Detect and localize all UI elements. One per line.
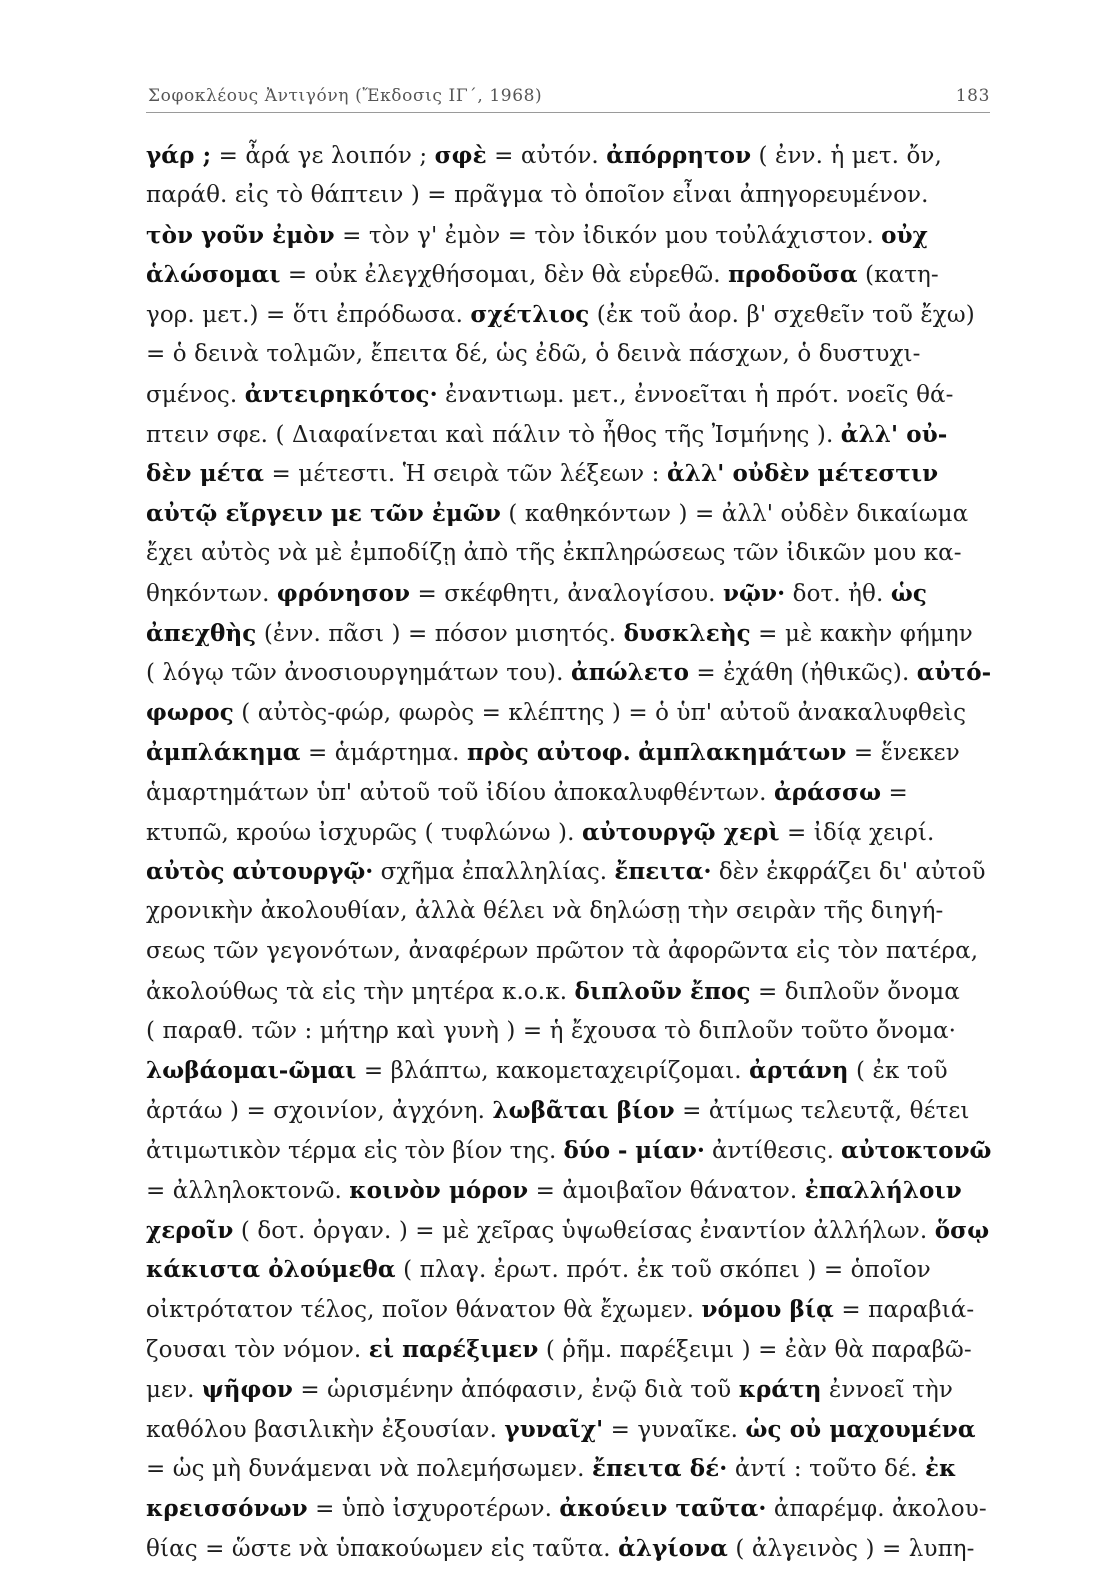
lemma: κάκιστα ὀλούμεθα [146,1256,396,1284]
lemma: ἀπώλετο [570,659,690,687]
text-line [146,813,991,853]
lemma: σφὲ [434,142,487,169]
gloss: ἔχει αὐτὸς νὰ μὲ ἐμποδίζῃ ἀπὸ τῆς ἐκπληρώσεως τῶν ἰδικῶν μου κα- [146,539,962,566]
gloss: = [881,779,908,806]
lemma: αὐτό- [916,659,992,687]
gloss: ἐναντιωμ. μετ., ἐννοεῖται ἡ πρότ. νοεῖς θά- [437,381,954,408]
lemma: ἐπαλλήλοιν [804,1176,962,1204]
text-line [146,1250,991,1290]
gloss: ἀντίθεσις. [704,1137,842,1164]
lemma: γυναῖχ' [504,1415,604,1443]
lemma: αὐτὸς αὐτουργῷ· [146,858,374,886]
gloss: σχῆμα ἐπαλληλίας. [373,859,615,886]
gloss: ( ἐκ τοῦ [848,1058,948,1085]
gloss: χρονικὴν ἀκολουθίαν, ἀλλὰ θέλει νὰ δηλώσῃ τὴν σειρὰν τῆς διηγή- [146,898,944,925]
lemma: κοινὸν μόρον [349,1176,529,1204]
lemma: ἀράσσω [773,778,882,806]
lemma: δὲν μέτα [146,460,265,488]
lemma: ψῆφον [201,1375,293,1403]
lemma: ἀμπλακημάτων [638,738,847,766]
gloss: ἀρτάω ) = σχοινίον, ἀγχόνη. [146,1098,493,1125]
gloss: (ἐκ τοῦ ἀορ. β' σχεθεῖν τοῦ ἔχω) [589,302,975,329]
gloss: = ὁ δεινὰ τολμῶν, ἔπειτα δέ, ὡς ἐδῶ, ὁ δεινὰ πάσχων, ὁ δυστυχι- [146,340,921,367]
gloss: = μέτεστι. Ἡ σειρὰ τῶν λέξεων : [264,461,667,488]
text-line [146,773,991,813]
lemma: εἰ παρέξιμεν [368,1335,539,1363]
lemma: ἔπειτα δέ· [591,1455,728,1483]
lemma: σχέτλιος [470,301,590,329]
text-line [146,176,991,216]
lemma: αὐτῷ εἴργειν με τῶν ἐμῶν [146,500,501,528]
lemma: προδοῦσα [728,261,858,289]
lemma: φρόνησον [276,579,411,607]
text-line [146,335,991,375]
page-number: 183 [955,86,990,106]
lemma: ἀλλ' οὐ- [840,420,948,448]
gloss: ἀντί : τοῦτο δέ. [727,1456,925,1483]
text-line [146,415,991,455]
gloss: πτειν σφε. ( Διαφαίνεται καὶ πάλιν τὸ ἦθος τῆς Ἰσμήνης ). [146,421,841,448]
lemma: ἀπεχθὴς [146,619,257,647]
text-line [146,932,991,972]
gloss: ζουσαι τὸν νόμον. [146,1336,369,1363]
text-line [146,1529,991,1569]
gloss: ἀπαρέμφ. ἀκολου- [766,1496,987,1523]
text-line [146,1410,991,1450]
lemma: ἔπειτα· [614,858,712,886]
text-line [146,454,991,494]
gloss: = ὡς μὴ δυνάμεναι νὰ πολεμήσωμεν. [146,1456,592,1483]
gloss: ( πλαγ. ἐρωτ. πρότ. ἐκ τοῦ σκόπει ) = ὁποῖον [395,1257,931,1284]
gloss: = βλάπτω, κακομεταχειρίζομαι. [356,1058,750,1085]
text-line [146,1012,991,1052]
gloss: ἁμαρτημάτων ὑπ' αὐτοῦ τοῦ ἰδίου ἀποκαλυφθέντων. [146,779,774,806]
lemma: οὐχ [881,221,928,249]
lemma: διπλοῦν ἔπος [574,977,751,1005]
gloss: = ὑπὸ ἰσχυροτέρων. [307,1496,560,1523]
lemma: ἀμπλάκημα [146,738,301,766]
lemma: φωρος [146,699,234,727]
lemma: πρὸς αὐτοφ. [466,738,631,766]
gloss: ἐννοεῖ τὴν [821,1376,953,1403]
text-line [146,574,991,614]
text-line [146,852,991,892]
text-line [146,693,991,733]
text-line [146,295,991,335]
lemma: κράτη [738,1375,822,1403]
lemma: ἀντειρηκότος· [244,380,438,408]
gloss: (κατη- [857,262,939,289]
running-head [146,78,990,113]
text-line [146,1489,991,1529]
gloss: ἀτιμωτικὸν τέρμα εἰς τὸν βίον της. [146,1137,564,1164]
gloss: = μὲ κακὴν φήμην [750,620,973,647]
gloss: θίας = ὥστε νὰ ὑπακούωμεν εἰς ταῦτα. [146,1535,619,1562]
text-line [146,733,991,773]
gloss: = ἀτίμως τελευτᾷ, θέτει [674,1098,970,1125]
gloss: ( ἀλγεινὸς ) = λυπη- [727,1535,975,1562]
lemma: ἀλγίονα [618,1534,728,1562]
gloss: σμένος. [146,381,245,408]
gloss: = αὐτόν. [486,143,607,169]
gloss: ( καθηκόντων ) = ἀλλ' οὐδὲν δικαίωμα [500,501,969,528]
lemma: νόμου βίᾳ [701,1296,834,1324]
gloss: = ἐχάθη (ἠθικῶς). [689,660,917,687]
lemma: τὸν γοῦν ἐμὸν [146,221,335,249]
gloss: ( ῥῆμ. παρέξειμι ) = ἐὰν θὰ παραβῶ- [538,1336,972,1363]
running-title: Σοφοκλέους Ἀντιγόνη (Ἔκδοσις ΙΓ΄, 1968) [148,86,543,106]
gloss: γορ. μετ.) = ὅτι ἐπρόδωσα. [146,302,471,329]
text-line [146,1370,991,1410]
gloss: ( ἐνν. ἡ μετ. ὄν, [751,143,942,169]
lemma: κρεισσόνων [146,1495,308,1523]
gloss: ἀκολούθως τὰ εἰς τὴν μητέρα κ.ο.κ. [146,978,575,1005]
text-line [146,653,991,693]
gloss: = διπλοῦν ὄνομα [750,978,960,1005]
gloss: οἰκτρότατον τέλος, ποῖον θάνατον θὰ ἔχωμεν. [146,1297,702,1324]
lemma: ἀπόρρητον [606,142,752,169]
lemma: λωβᾶται βίον [492,1097,675,1125]
lemma: αὐτοκτονῶ [841,1136,992,1164]
gloss: = γυναῖκε. [603,1416,746,1443]
text-line [146,1171,991,1211]
commentary-text [146,136,991,1569]
text-line [146,375,991,415]
lemma: ὡς [890,579,927,607]
lemma: ὅσῳ [934,1216,990,1244]
text-line [146,972,991,1012]
gloss: κτυπῶ, κρούω ἰσχυρῶς ( τυφλώνω ). [146,819,582,846]
gloss: δὲν ἐκφράζει δι' αὐτοῦ [711,859,986,886]
lemma: ὡς οὐ μαχουμένα [745,1415,976,1443]
gloss: = οὐκ ἐλεγχθήσομαι, δὲν θὰ εὑρεθῶ. [280,262,729,289]
text-line [146,1449,991,1489]
lemma: λωβάομαι-ῶμαι [146,1057,357,1085]
lemma: αὐτουργῷ χερὶ [581,818,780,846]
text-line [146,614,991,654]
gloss: = τὸν γ' ἐμὸν = τὸν ἰδικόν μου τοὐλάχιστον. [334,222,882,249]
text-line [146,1131,991,1171]
text-line [146,255,991,295]
gloss: θηκόντων. [146,580,277,607]
text-line [146,1051,991,1091]
lemma: χεροῖν [146,1216,234,1244]
lemma: ἐκ [924,1455,957,1483]
gloss: (ἐνν. πᾶσι ) = πόσον μισητός. [256,620,624,647]
gloss: = ἰδίᾳ χειρί. [779,819,935,846]
gloss: ( αὐτὸς-φώρ, φωρὸς = κλέπτης ) = ὁ ὑπ' αὐτοῦ ἀνακαλυφθεὶς [233,700,967,727]
text-line [146,494,991,534]
gloss: δοτ. ἠθ. [785,580,891,607]
lemma: ἀρτάνη [749,1057,849,1085]
text-line [146,1290,991,1330]
gloss: = ἀμοιβαῖον θάνατον. [528,1177,805,1204]
gloss: σεως τῶν γεγονότων, ἀναφέρων πρῶτον τὰ ἀφορῶντα εἰς τὸν πατέρα, [146,937,979,964]
gloss: = παραβιά- [833,1297,975,1324]
gloss: ( λόγῳ τῶν ἀνοσιουργημάτων του). [146,660,571,687]
lemma: ἀλλ' οὐδὲν μέτεστιν [666,460,939,488]
lemma: ἁλώσομαι [146,261,281,289]
gloss: ( δοτ. ὀργαν. ) = μὲ χεῖρας ὑψωθείσας ἐναντίον ἀλλήλων. [233,1217,935,1244]
gloss: μεν. [146,1376,202,1403]
gloss: = ἆρά γε λοιπόν ; [211,143,435,169]
gloss: καθόλου βασιλικὴν ἐξουσίαν. [146,1416,505,1443]
text-line [146,136,991,176]
lemma: γάρ ; [146,142,212,169]
gloss: = ἁμάρτημα. [300,739,467,766]
gloss: = σκέφθητι, ἀναλογίσου. [410,580,723,607]
gloss: παράθ. εἰς τὸ θάπτειν ) = πρᾶγμα τὸ ὁποῖον εἶναι ἀπηγορευμένον. [146,181,929,208]
lemma: ἀκούειν ταῦτα· [559,1495,767,1523]
gloss: = ἀλληλοκτονῶ. [146,1177,350,1204]
text-line [146,1091,991,1131]
gloss: = ὡρισμένην ἀπόφασιν, ἐνῷ διὰ τοῦ [292,1376,739,1403]
lemma: δύο - μίαν· [563,1136,705,1164]
gloss: ( παραθ. τῶν : μήτηρ καὶ γυνὴ ) = ἡ ἔχουσα τὸ διπλοῦν τοῦτο ὄνομα· [146,1017,957,1044]
text-line [146,892,991,932]
text-line [146,1330,991,1370]
text-line [146,534,991,574]
lemma: δυσκλεὴς [623,619,751,647]
text-line [146,216,991,256]
gloss: = ἕνεκεν [846,739,960,766]
lemma: νῷν· [722,579,786,607]
text-line [146,1211,991,1251]
